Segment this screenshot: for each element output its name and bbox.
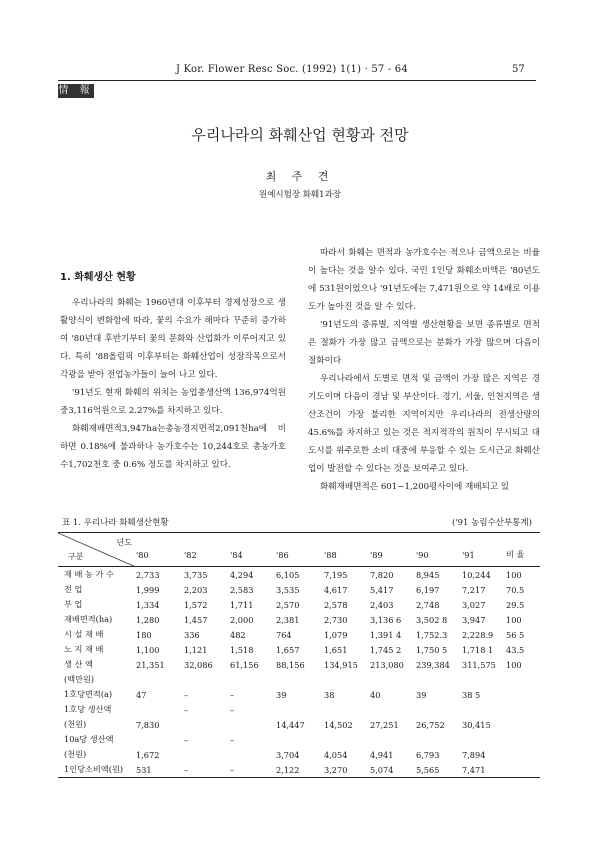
table-cell (506, 702, 540, 717)
table-cell: 7,830 (136, 719, 160, 730)
table-cell: 180 (136, 629, 152, 640)
table-cell: 1,711 (230, 599, 254, 610)
table-cell: 1,718 1 (462, 644, 494, 655)
journal-citation: J Kor. Flower Resc Soc. (1992) 1(1) · 57 - 64 (176, 64, 408, 75)
table-cell: 2,570 (276, 599, 300, 610)
table-cell: 134,915 (324, 659, 358, 670)
table-header-row (58, 533, 540, 567)
table-cell (324, 702, 370, 717)
table-cell: 38 5 (462, 689, 481, 700)
table-cell: 1,334 (136, 599, 160, 610)
table-cell: 70.5 (506, 584, 525, 595)
production-table (58, 532, 540, 778)
table-row (58, 717, 540, 732)
table-cell: 14,447 (276, 719, 305, 730)
table-cell: 8,945 (416, 569, 440, 580)
row-label: 생 산 액 (64, 659, 93, 669)
table-cell: 2,403 (370, 599, 394, 610)
table-cell (324, 672, 370, 687)
table-cell (506, 717, 540, 732)
table-cell (324, 732, 370, 747)
row-label: 전 업 (64, 584, 83, 594)
corner-year-label: 년도 (116, 538, 132, 547)
table-row (58, 732, 540, 747)
table-body (58, 567, 540, 778)
paragraph: 화훼재배면적은 601~1,200평사이에 재배되고 있 (320, 482, 510, 492)
table-cell: 3,136 6 (370, 614, 402, 625)
row-label: (천원) (64, 749, 87, 759)
table-cell: 239,384 (416, 659, 450, 670)
table-cell: 26,752 (416, 719, 445, 730)
table-cell: 1,651 (324, 644, 348, 655)
section-badge: 情 報 (58, 85, 94, 96)
table-cell: – (184, 734, 189, 745)
table-cell (506, 747, 540, 762)
table-cell: 29.5 (506, 599, 525, 610)
table-row (58, 642, 540, 657)
table-cell: 43.5 (506, 644, 525, 655)
left-column (60, 294, 286, 474)
table-cell (136, 702, 184, 717)
table-cell: 311,575 (462, 659, 496, 670)
table-cell: 1,750 5 (416, 644, 448, 655)
table-cell (276, 702, 324, 717)
corner-cell (58, 533, 136, 567)
header-rule (58, 80, 536, 81)
table-cell: 336 (184, 629, 200, 640)
table-cell: 3,027 (462, 599, 486, 610)
table-cell: 7,894 (462, 749, 486, 760)
table-cell: 6,197 (416, 584, 440, 595)
row-label: 시 설 재 배 (64, 629, 104, 639)
table-cell: 2,733 (136, 569, 160, 580)
table-cell (184, 672, 230, 687)
table-cell: 482 (230, 629, 246, 640)
table-cell (506, 672, 540, 687)
table-cell: 2,583 (230, 584, 254, 595)
table-row (58, 567, 540, 583)
table-cell (462, 732, 506, 747)
table-cell: 6,793 (416, 749, 440, 760)
table-cell: 1,121 (184, 644, 208, 655)
row-label: 노 지 재 배 (64, 644, 104, 654)
table-row (58, 597, 540, 612)
table-cell: 14,502 (324, 719, 353, 730)
table-cell: 39 (276, 689, 287, 700)
table-cell: 100 (506, 659, 522, 670)
table-source: ('91 농림수산부통계) (452, 518, 532, 528)
table-caption: 표 1. 우리나라 화훼생산현황 (62, 518, 169, 528)
table-cell (136, 732, 184, 747)
table-cell (462, 672, 506, 687)
table-cell: 7,471 (462, 762, 506, 778)
column-header: '89 (370, 533, 416, 567)
author-name: 최 주 견 (265, 170, 335, 183)
table-cell: 30,415 (462, 719, 491, 730)
row-label: 부 업 (64, 599, 83, 609)
table-cell (276, 732, 324, 747)
corner-category-label: 구분 (68, 552, 84, 561)
table-cell: 2,381 (276, 614, 300, 625)
author-affiliation: 원예시험장 화훼1과장 (258, 190, 341, 200)
column-header: '90 (416, 533, 462, 567)
table-cell (136, 672, 184, 687)
table-cell: – (230, 689, 235, 700)
table-cell: 1,457 (184, 614, 208, 625)
table-cell (416, 702, 462, 717)
paragraph: '91년도의 종류별, 지역별 생산현황을 보면 종류별로 면적은 절화가 가장 많고 금액으로는 분화가 가장 많으며 다음이 절화이다 (308, 320, 540, 366)
table-row (58, 672, 540, 687)
table-cell (506, 762, 540, 778)
table-cell: 3,704 (276, 749, 300, 760)
table-cell: 4,054 (324, 749, 348, 760)
table-cell: 32,086 (184, 659, 213, 670)
table-cell: 764 (276, 629, 292, 640)
table-cell (230, 747, 276, 762)
column-header: '82 (184, 533, 230, 567)
column-header: 비 율 (506, 533, 540, 567)
table-cell: – (184, 704, 189, 715)
table-cell: 1,672 (136, 749, 160, 760)
row-label: 1인당소비액(원) (58, 762, 136, 778)
table-cell (370, 672, 416, 687)
table-cell: 7,195 (324, 569, 348, 580)
table-cell: 1,752.3 (416, 629, 448, 640)
table-cell (276, 672, 324, 687)
table-cell: 1,391 4 (370, 629, 402, 640)
paragraph: '91년도 현재 화훼의 위치는 농업총생산액 136,974억원 중3,116억원으로 2.27%를 차지하고 있다. (60, 388, 286, 416)
table-cell: 2,730 (324, 614, 348, 625)
table-cell: 40 (370, 689, 381, 700)
table-cell: 1,657 (276, 644, 300, 655)
table-cell: 213,080 (370, 659, 404, 670)
row-label: 1호당 생산액 (64, 704, 112, 714)
column-header: '86 (276, 533, 324, 567)
table-cell: 5,565 (416, 762, 462, 778)
column-header: '80 (136, 533, 184, 567)
table-row (58, 687, 540, 702)
row-label: 1호당면적(a) (64, 689, 113, 699)
table-cell: 2,122 (276, 762, 324, 778)
table-cell (184, 717, 230, 732)
table-cell: – (184, 762, 230, 778)
paragraph: 우리나라에서 도별로 면적 및 금액이 가장 많은 지역은 경기도이며 다음이 경남 및 부산이다. 경기, 서울, 인천지역은 생산조건이 가장 불리한 지역이지만 우리나라의 전생산량의 45.6%를 차지하고 있는 것은 적지적작의 원칙이 무시되고 대도시를 위주로한 소비 대중에 부응할 수 있는 도시근교 화훼산업이 발전할 수 있다는 것을 보여주고 있다. (308, 374, 540, 474)
row-label: 10a당 생산액 (64, 734, 114, 744)
table-cell (230, 717, 276, 732)
table-row (58, 627, 540, 642)
table-cell: – (184, 689, 189, 700)
table-cell: 2,748 (416, 599, 440, 610)
table-cell: 1,518 (230, 644, 254, 655)
table-cell: 5,417 (370, 584, 394, 595)
table-cell: 4,941 (370, 749, 394, 760)
table-cell: 21,351 (136, 659, 165, 670)
table-cell: 531 (136, 762, 184, 778)
table-cell: 3,535 (276, 584, 300, 595)
table-row (58, 657, 540, 672)
table-row (58, 612, 540, 627)
table-cell: 2,203 (184, 584, 208, 595)
table-cell (462, 702, 506, 717)
table-cell (416, 672, 462, 687)
row-label: 재배면적(ha) (64, 614, 113, 624)
table-cell (184, 747, 230, 762)
table-cell: 56 5 (506, 629, 525, 640)
table-cell: 3,735 (184, 569, 208, 580)
table-cell: 3,947 (462, 614, 486, 625)
table-cell (370, 702, 416, 717)
column-header: '88 (324, 533, 370, 567)
table-cell (506, 687, 540, 702)
table-cell: 2,228.9 (462, 629, 494, 640)
column-header: '84 (230, 533, 276, 567)
table-cell: 100 (506, 569, 522, 580)
table-cell: 38 (324, 689, 335, 700)
table-cell: 1,280 (136, 614, 160, 625)
section-heading: 1. 화훼생산 현황 (60, 272, 136, 283)
paragraph: 우리나라의 화훼는 1960년대 이후부터 경제성장으로 생활양식이 변화함에 따라, 꽃의 수요가 해마다 꾸준히 증가하여 '80년대 후반기부터 꽃의 문화와 산업화가 이루어지고 있다. 특히 '88올림픽 이후부터는 화훼산업이 성장작목으로서 각광을 받아 전업농가들이 늘어 나고 있다. (60, 298, 286, 380)
table-row (58, 747, 540, 762)
table-cell: – (230, 704, 235, 715)
table-cell: 7,217 (462, 584, 486, 595)
table-cell: 7,820 (370, 569, 394, 580)
table-cell: 47 (136, 689, 147, 700)
table-cell: 10,244 (462, 569, 491, 580)
table-cell: 1,572 (184, 599, 208, 610)
table-cell: 1,079 (324, 629, 348, 640)
table-cell (416, 732, 462, 747)
table-cell (230, 672, 276, 687)
column-header: '91 (462, 533, 506, 567)
table-cell (370, 732, 416, 747)
table-cell: 2,578 (324, 599, 348, 610)
table-cell: 4,294 (230, 569, 254, 580)
table-cell: 88,156 (276, 659, 305, 670)
right-column (308, 244, 540, 496)
paragraph: 화훼재배면적3,947ha는총농경지면적2,091천ha에 비하면 0.18%에 불과하나 농가호수는 10,244호로 총농가호수1,702천호 중 0.6% 정도를 차지하고 있다. (60, 424, 286, 470)
table-cell (506, 732, 540, 747)
table-cell: 3,270 (324, 762, 370, 778)
table-cell: 6,105 (276, 569, 300, 580)
row-label: (백만원) (64, 674, 95, 684)
table-cell: 2,000 (230, 614, 254, 625)
table-cell: – (230, 762, 276, 778)
table-cell: 5,074 (370, 762, 416, 778)
table-row (58, 582, 540, 597)
table-cell: 1,745 2 (370, 644, 402, 655)
row-label: (천원) (64, 719, 87, 729)
paragraph: 따라서 화훼는 면적과 농가호수는 적으나 금액으로는 비율이 높다는 것을 알수 있다. 국민 1인당 화훼소비액은 '80년도에 531원이었으나 '91년도에는 7,471원으로 약 14배로 이용도가 높아진 것을 알 수 있다. (308, 248, 540, 312)
row-label: 재 배 농 가 수 (64, 569, 114, 579)
table-row (58, 702, 540, 717)
table-cell: 100 (506, 614, 522, 625)
table-cell: 39 (416, 689, 427, 700)
article-title: 우리나라의 화훼산업 현황과 전망 (191, 126, 409, 144)
table-cell: 1,999 (136, 584, 160, 595)
table-cell: – (230, 734, 235, 745)
table-cell: 3,502 8 (416, 614, 448, 625)
table-row (58, 762, 540, 778)
table-cell: 4,617 (324, 584, 348, 595)
page-number: 57 (512, 64, 525, 75)
table-cell: 27,251 (370, 719, 399, 730)
table-cell: 1,100 (136, 644, 160, 655)
table-cell: 61,156 (230, 659, 259, 670)
